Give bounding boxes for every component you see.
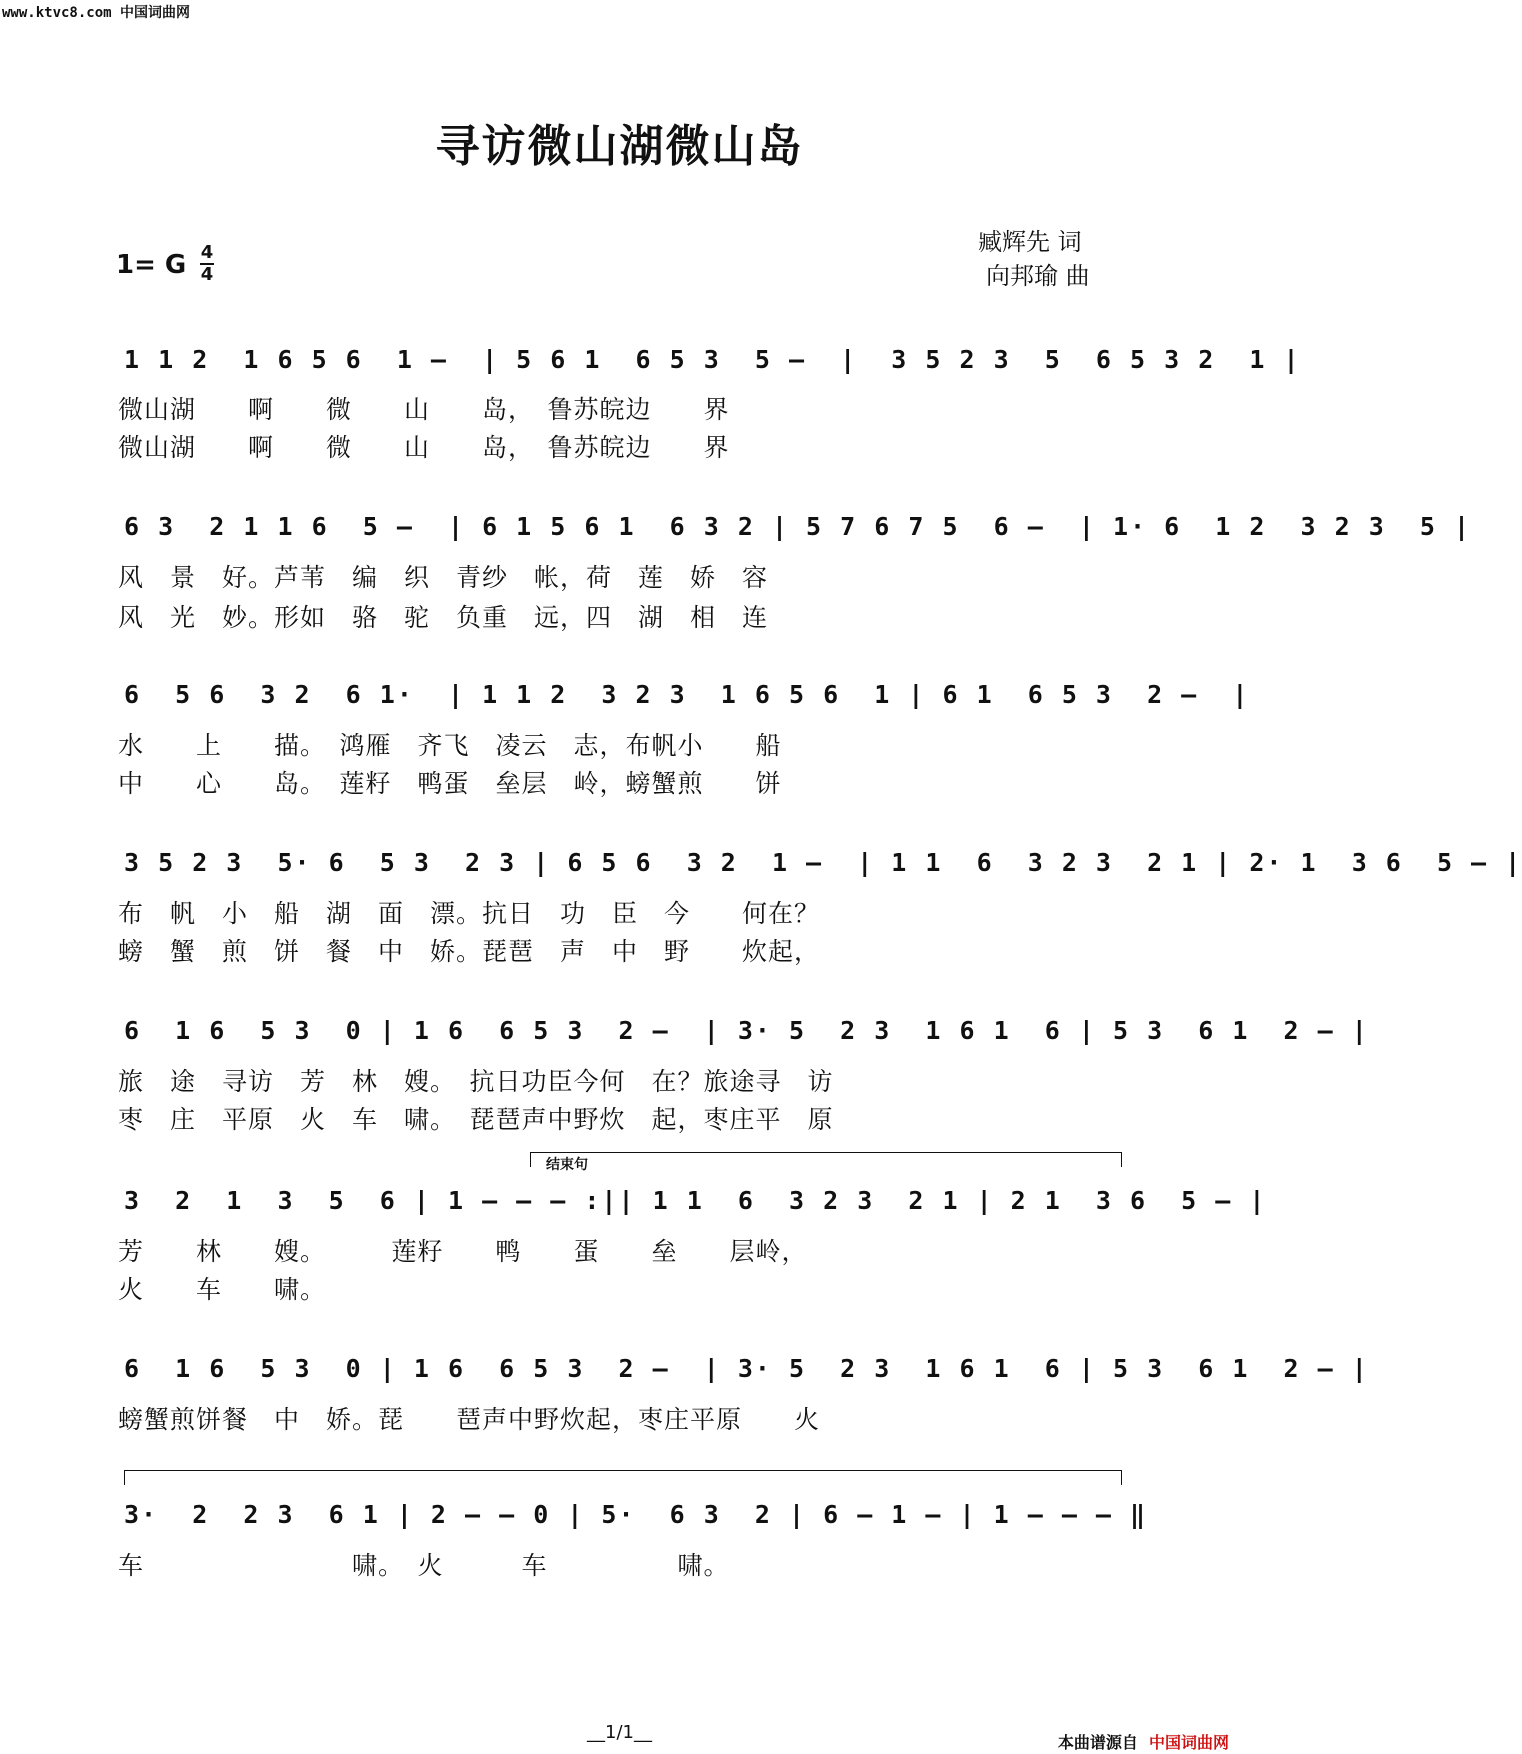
lyric-row-1-verse-2: 微山湖 啊 微 山 岛， 鲁苏皖边 界 — [118, 433, 730, 462]
lyric-row-1-verse-1: 微山湖 啊 微 山 岛， 鲁苏皖边 界 — [118, 395, 730, 424]
footer-site-name: 中国词曲网 — [1148, 1733, 1229, 1752]
lyricist-credit: 臧辉先 词 — [978, 228, 1082, 256]
notation-row-2: 6 3 2 1 1 6 5 – | 6 1 5 6 1 6 3 2 | 5 7 6 7 5 6 – | 1· 6 1 2 3 2 3 5 | — [124, 512, 1472, 541]
key-signature: 1= G — [116, 250, 187, 280]
lyric-row-3-verse-1: 水 上 描。 鸿雁 齐飞 凌云 志，布帆小 船 — [118, 731, 782, 760]
lyric-row-8: 车 啸。 火 车 啸。 — [118, 1551, 730, 1580]
time-numerator: 4 — [200, 242, 214, 263]
notation-row-5: 6 1 6 5 3 0 | 1 6 6 5 3 2 – | 3· 5 2 3 1 6 1 6 | 5 3 6 1 2 – | — [124, 1016, 1369, 1045]
page-number: __1/1__ — [587, 1722, 652, 1743]
site-watermark: www.ktvc8.com 中国词曲网 — [2, 5, 191, 21]
notation-row-6: 3 2 1 3 5 6 | 1 – – – :|| 1 1 6 3 2 3 2 1 | 2 1 3 6 5 – | — [124, 1186, 1267, 1215]
time-signature — [200, 244, 214, 284]
ending-label: 结束句 — [546, 1157, 588, 1173]
song-title: 寻访微山湖微山岛 — [435, 121, 804, 172]
footer-source — [1058, 1730, 1229, 1753]
notation-row-3: 6 5 6 3 2 6 1· | 1 1 2 3 2 3 1 6 5 6 1 | 6 1 6 5 3 2 – | — [124, 680, 1250, 709]
footer-source-label: 本曲谱源自 — [1057, 1733, 1138, 1752]
lyric-row-2-verse-2: 风 光 妙。形如 骆 驼 负重 远，四 湖 相 连 — [118, 603, 769, 632]
lyric-row-5-verse-2: 枣 庄 平原 火 车 啸。 琵琶声中野炊 起，枣庄平 原 — [118, 1105, 834, 1134]
notation-row-4: 3 5 2 3 5· 6 5 3 2 3 | 6 5 6 3 2 1 – | 1 1 6 3 2 3 2 1 | 2· 1 3 6 5 – | — [124, 848, 1522, 877]
lyric-row-2-verse-1: 风 景 好。芦苇 编 织 青纱 帐，荷 莲 娇 容 — [118, 563, 769, 592]
lyric-row-4-verse-1: 布 帆 小 船 湖 面 漂。抗日 功 臣 今 何在？ — [118, 899, 821, 928]
composer-credit: 向邦瑜 曲 — [986, 262, 1090, 290]
lyric-row-3-verse-2: 中 心 岛。 莲籽 鸭蛋 垒层 岭，螃蟹煎 饼 — [118, 769, 782, 798]
coda-bracket — [124, 1470, 1122, 1485]
notation-row-1: 1 1 2 1 6 5 6 1 – | 5 6 1 6 5 3 5 – | 3 5 2 3 5 6 5 3 2 1 | — [124, 345, 1301, 374]
time-denominator: 4 — [200, 264, 214, 285]
lyric-row-7: 螃蟹煎饼餐 中 娇。琵 琶声中野炊起，枣庄平原 火 — [118, 1405, 821, 1434]
notation-row-7: 6 1 6 5 3 0 | 1 6 6 5 3 2 – | 3· 5 2 3 1 6 1 6 | 5 3 6 1 2 – | — [124, 1354, 1369, 1383]
lyric-row-5-verse-1: 旅 途 寻访 芳 林 嫂。 抗日功臣今何 在？旅途寻 访 — [118, 1067, 834, 1096]
notation-row-8: 3· 2 2 3 6 1 | 2 – – 0 | 5· 6 3 2 | 6 – 1 – | 1 – – – ‖ — [124, 1500, 1148, 1529]
lyric-row-6-verse-1: 芳 林 嫂。 莲籽 鸭 蛋 垒 层岭， — [118, 1237, 808, 1266]
lyric-row-4-verse-2: 螃 蟹 煎 饼 餐 中 娇。琵琶 声 中 野 炊起， — [118, 937, 821, 966]
ending-bracket — [530, 1152, 1122, 1167]
lyric-row-6-verse-2: 火 车 啸。 — [118, 1275, 327, 1304]
